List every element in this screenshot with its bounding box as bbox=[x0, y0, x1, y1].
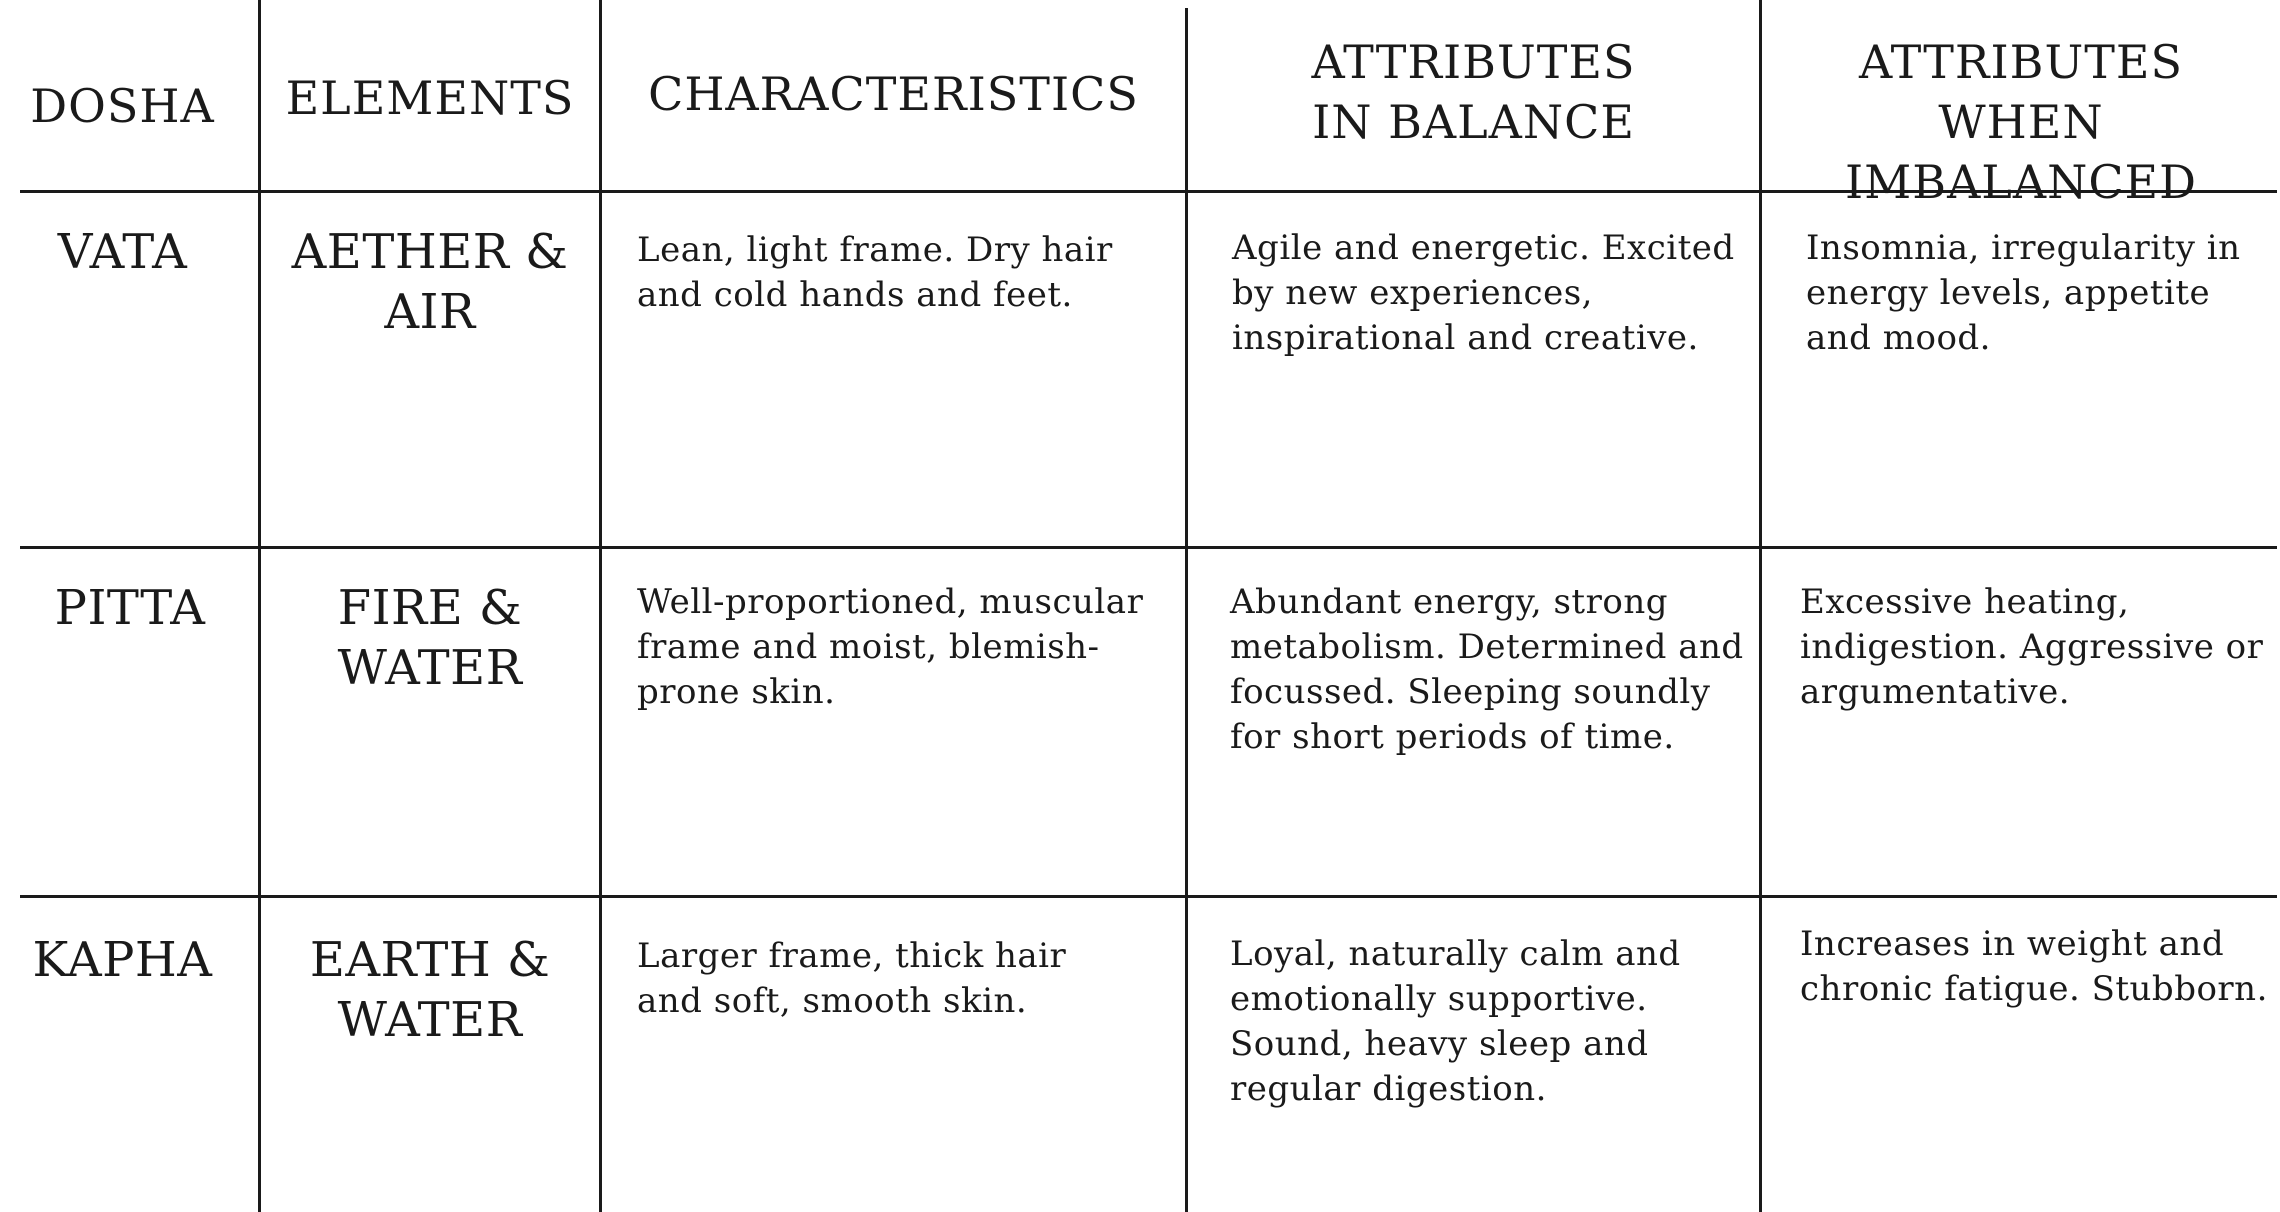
row-kapha-elements-line1: EARTH & bbox=[309, 932, 551, 988]
column-divider-2 bbox=[599, 0, 602, 1212]
header-in-balance-line1: ATTRIBUTES bbox=[1311, 35, 1636, 89]
row-kapha-dosha-label: KAPHA bbox=[32, 932, 213, 988]
row-pitta-elements-line2: WATER bbox=[337, 640, 523, 696]
row-pitta-elements bbox=[261, 578, 599, 698]
header-elements bbox=[261, 68, 599, 128]
header-when-imbalanced-line1: ATTRIBUTES bbox=[1858, 35, 2184, 89]
row-vata-dosha-label: VATA bbox=[57, 224, 188, 280]
row-kapha-dosha bbox=[20, 930, 225, 990]
row-pitta-in-balance: Abundant energy, strong metabolism. Determined and focussed. Sleeping soundly for short periods of time. bbox=[1230, 582, 1744, 757]
header-in-balance bbox=[1188, 32, 1759, 152]
row-kapha-characteristics: Larger frame, thick hair and soft, smooth skin. bbox=[637, 936, 1067, 1021]
row-kapha-elements bbox=[261, 930, 599, 1050]
row-vata-elements-line1: AETHER & bbox=[291, 224, 569, 280]
row-vata-elements-line2: AIR bbox=[384, 284, 476, 340]
column-divider-3 bbox=[1185, 8, 1188, 1212]
header-elements-label: ELEMENTS bbox=[285, 71, 575, 125]
row-vata-in-balance: Agile and energetic. Excited by new experiences, inspirational and creative. bbox=[1232, 228, 1735, 358]
row-pitta-dosha-label: PITTA bbox=[54, 580, 206, 636]
row-divider-vata-pitta bbox=[20, 546, 2277, 549]
row-kapha-elements-line2: WATER bbox=[337, 992, 523, 1048]
header-dosha-label: DOSHA bbox=[30, 79, 215, 133]
header-when-imbalanced bbox=[1762, 32, 2280, 212]
header-characteristics-label: CHARACTERISTICS bbox=[648, 67, 1139, 121]
row-pitta-dosha bbox=[20, 578, 240, 638]
header-in-balance-line2: IN BALANCE bbox=[1312, 95, 1635, 149]
row-kapha-imbalanced: Increases in weight and chronic fatigue. Stubborn. bbox=[1800, 924, 2268, 1009]
row-pitta-imbalanced: Excessive heating, indigestion. Aggressive or argumentative. bbox=[1800, 582, 2264, 712]
header-dosha bbox=[20, 76, 225, 136]
row-vata-dosha bbox=[20, 222, 225, 282]
row-vata-elements bbox=[261, 222, 599, 342]
row-pitta-elements-line1: FIRE & bbox=[337, 580, 523, 636]
row-kapha-in-balance: Loyal, naturally calm and emotionally supportive. Sound, heavy sleep and regular digestion. bbox=[1230, 934, 1681, 1109]
header-when-imbalanced-line2: WHEN IMBALANCED bbox=[1845, 95, 2197, 209]
header-characteristics bbox=[602, 64, 1185, 124]
row-pitta-characteristics: Well-proportioned, muscular frame and moist, blemish-prone skin. bbox=[637, 582, 1144, 712]
row-vata-imbalanced: Insomnia, irregularity in energy levels, appetite and mood. bbox=[1806, 228, 2241, 358]
row-vata-characteristics: Lean, light frame. Dry hair and cold hands and feet. bbox=[637, 230, 1113, 315]
row-divider-pitta-kapha bbox=[20, 895, 2277, 898]
